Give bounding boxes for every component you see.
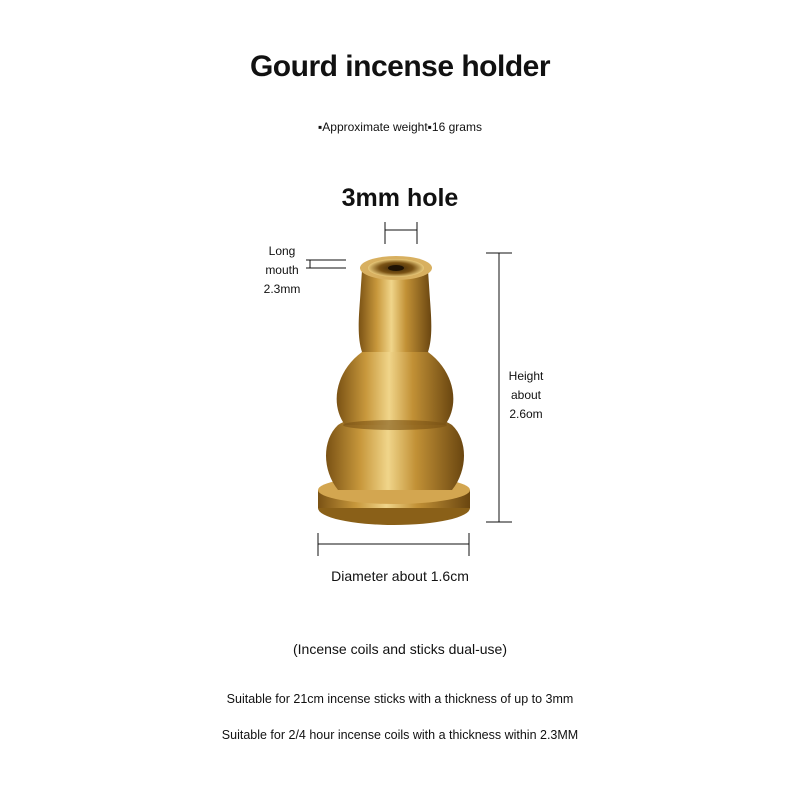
weight-note: ▪Approximate weight▪16 grams — [318, 120, 482, 134]
mouth-dimension-marker — [306, 260, 346, 268]
sticks-note: Suitable for 21cm incense sticks with a thickness of up to 3mm — [226, 692, 574, 706]
diameter-dimension-marker — [318, 533, 469, 556]
gourd-holder-image — [318, 256, 470, 525]
hole-size-label: 3mm hole — [341, 184, 459, 212]
mouth-label-line-2: mouth — [265, 263, 299, 277]
diameter-label: Diameter about 1.6cm — [331, 568, 469, 584]
dual-use-note: (Incense coils and sticks dual-use) — [293, 641, 507, 657]
height-label-line-2: about — [510, 388, 542, 402]
product-title: Gourd incense holder — [249, 50, 551, 83]
coils-note: Suitable for 2/4 hour incense coils with a thickness within 2.3MM — [221, 728, 579, 742]
mouth-label-line-3: 2.3mm — [263, 282, 301, 296]
height-label-line-3: 2.6om — [509, 407, 543, 421]
height-dimension-marker — [486, 253, 512, 522]
height-label-line-1: Height — [508, 369, 544, 383]
mouth-label-line-1: Long — [268, 244, 296, 258]
hole-dimension-marker — [385, 222, 417, 244]
